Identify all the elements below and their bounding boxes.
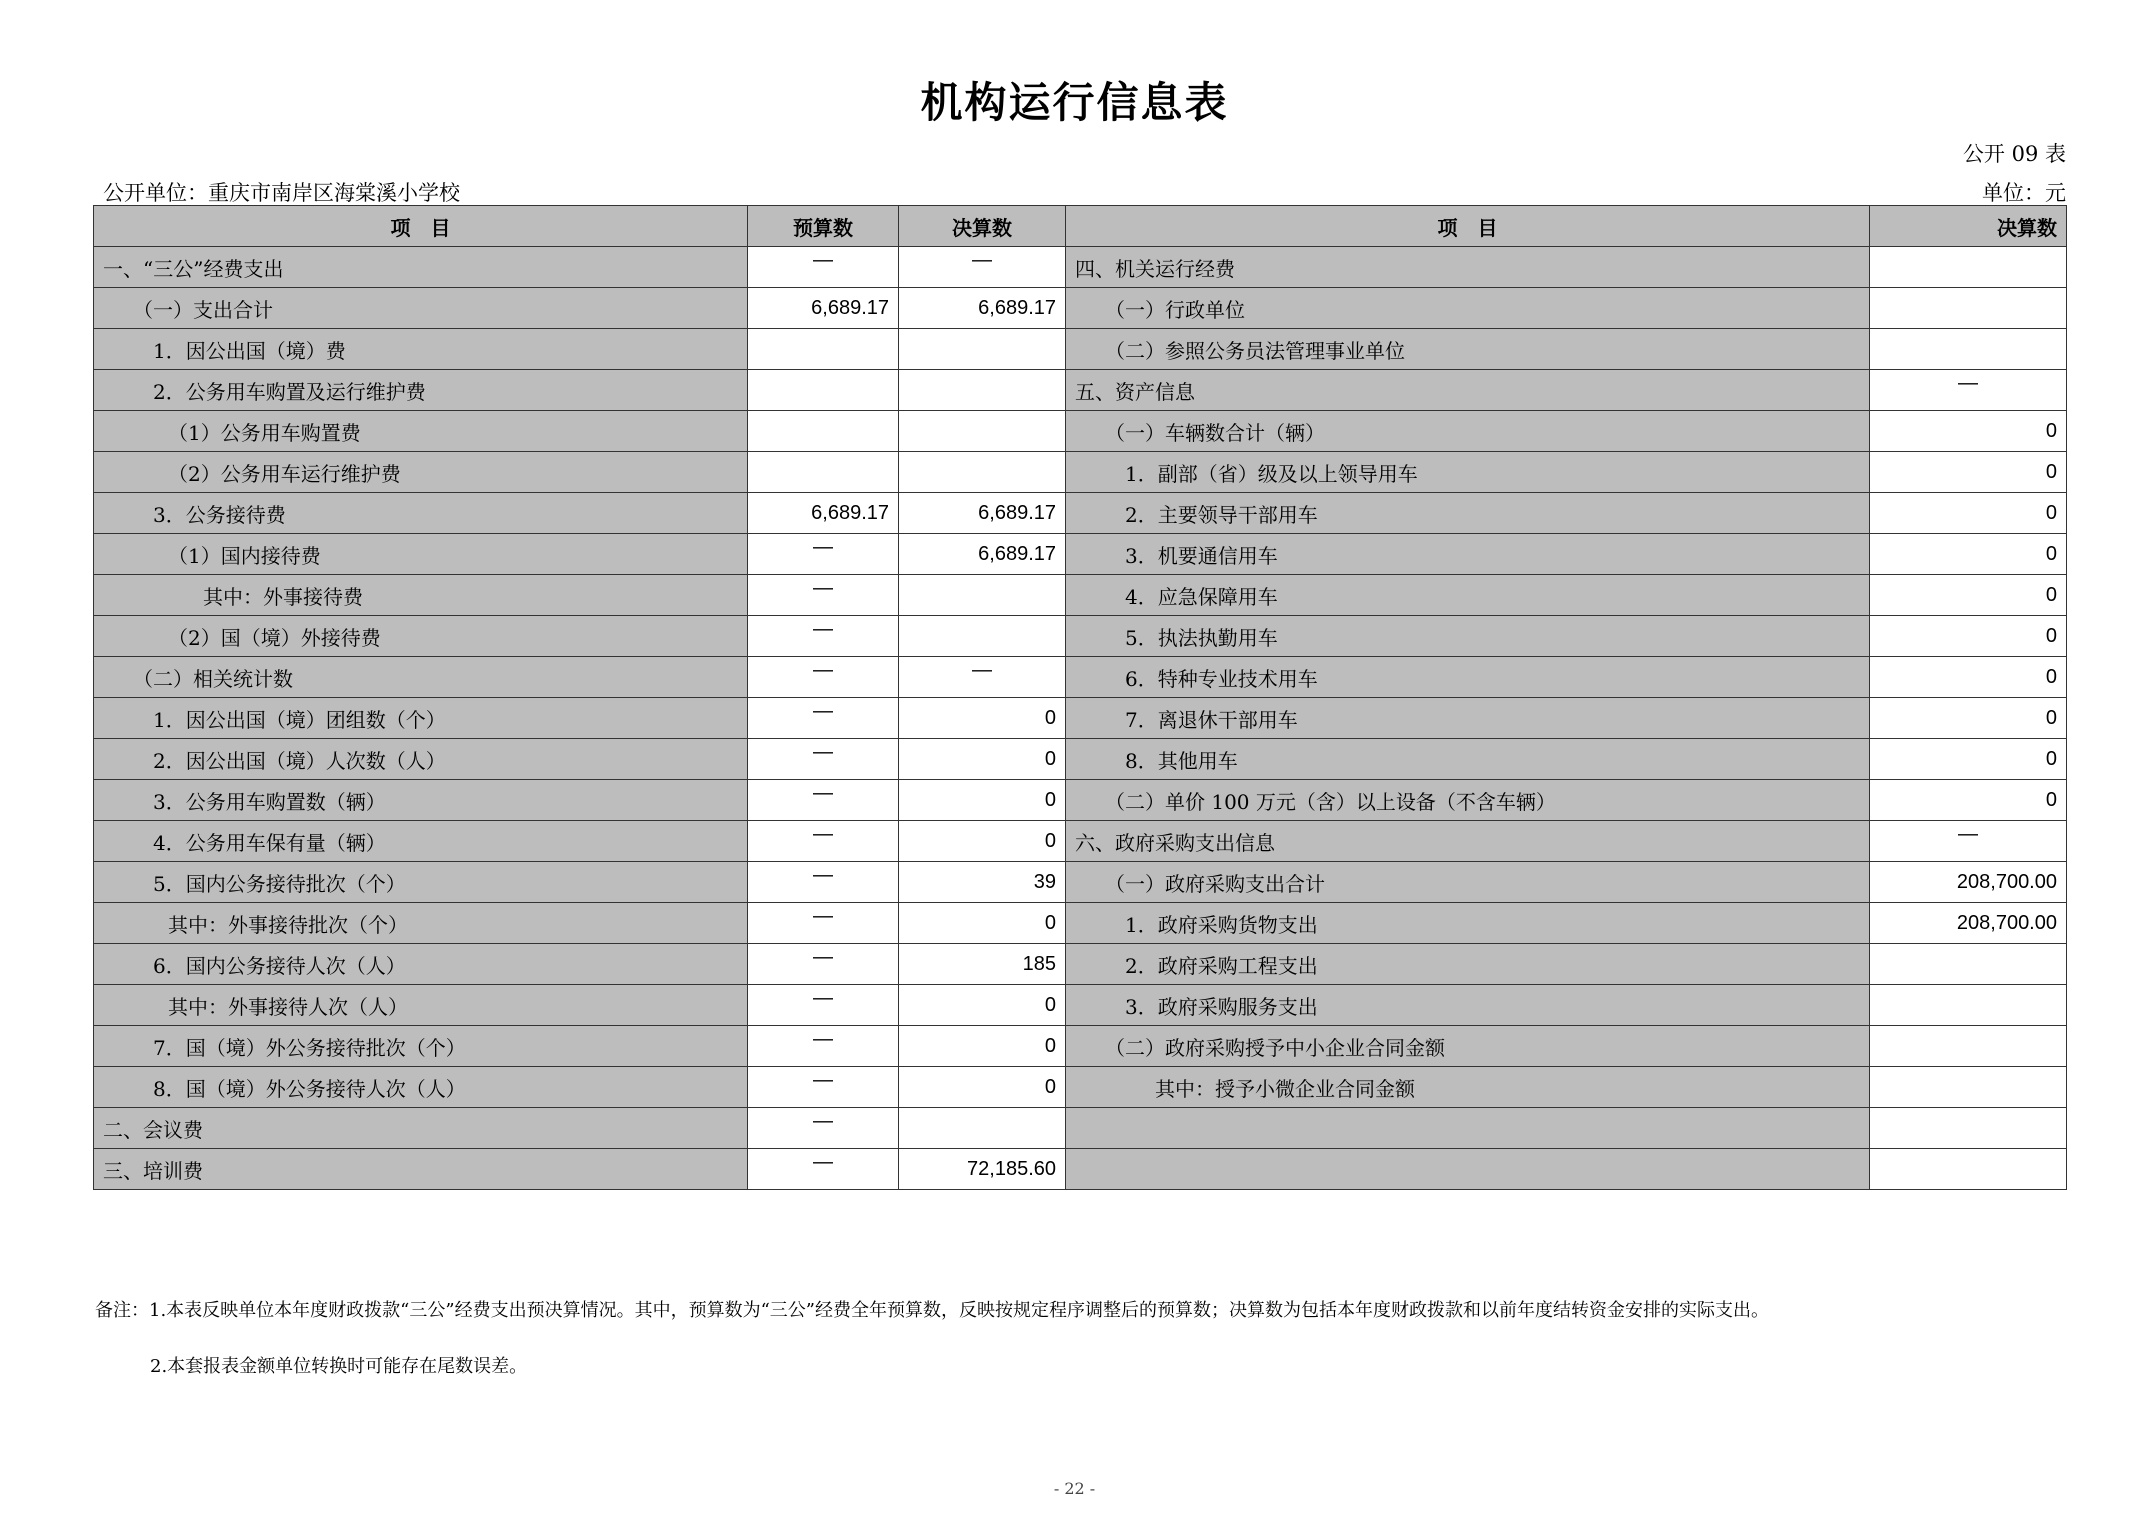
row-item-left: 三、培训费 [94, 1149, 748, 1190]
row-item-left: 二、会议费 [94, 1108, 748, 1149]
row-item-left: 6．国内公务接待人次（人） [94, 944, 748, 985]
table-row [94, 370, 2067, 411]
row-item-right: 2．主要领导干部用车 [1066, 493, 1870, 534]
row-final [899, 329, 1066, 370]
row-final-right-dash: — [1958, 371, 1978, 394]
row-final-right-dash: — [1958, 822, 1978, 845]
row-budget-dash: — [813, 1027, 833, 1050]
header-final-right: 决算数 [1870, 206, 2067, 247]
row-item-left: 2．公务用车购置及运行维护费 [94, 370, 748, 411]
row-item-left: 3．公务接待费 [94, 493, 748, 534]
row-item-right: （一）政府采购支出合计 [1066, 862, 1870, 903]
header-final: 决算数 [899, 206, 1066, 247]
row-item-left: （2）公务用车运行维护费 [94, 452, 748, 493]
row-item-left: （1）公务用车购置费 [94, 411, 748, 452]
row-item-left: （1）国内接待费 [94, 534, 748, 575]
row-item-left: 5．国内公务接待批次（个） [94, 862, 748, 903]
row-item-left: 1．因公出国（境）团组数（个） [94, 698, 748, 739]
currency-unit: 单位：元 [1982, 181, 2066, 205]
row-budget [748, 370, 899, 411]
row-final: 72,185.60 [899, 1149, 1066, 1190]
row-budget-dash: — [813, 986, 833, 1009]
row-final-right: 0 [1870, 657, 2067, 698]
row-final-dash: — [972, 658, 992, 681]
row-item-left: 3．公务用车购置数（辆） [94, 780, 748, 821]
reporting-unit: 公开单位：重庆市南岸区海棠溪小学校 [103, 181, 460, 205]
row-item-left: 其中：外事接待人次（人） [94, 985, 748, 1026]
header-item-right: 项 目 [1066, 206, 1870, 247]
row-item-left: 7．国（境）外公务接待批次（个） [94, 1026, 748, 1067]
row-final-right: 0 [1870, 452, 2067, 493]
row-final-right [1870, 288, 2067, 329]
table-row [94, 247, 2067, 288]
row-budget-dash: — [813, 781, 833, 804]
row-final-right [1870, 1108, 2067, 1149]
row-budget: 6,689.17 [748, 288, 899, 329]
row-final-right: 0 [1870, 780, 2067, 821]
row-item-right: （一）行政单位 [1066, 288, 1870, 329]
row-budget-dash: — [813, 699, 833, 722]
row-item-left: 一、“三公”经费支出 [94, 247, 748, 288]
row-final-right: 0 [1870, 575, 2067, 616]
row-item-left: 8．国（境）外公务接待人次（人） [94, 1067, 748, 1108]
row-final: 185 [899, 944, 1066, 985]
row-final [899, 575, 1066, 616]
row-final: 0 [899, 903, 1066, 944]
table-row [94, 1108, 2067, 1149]
row-item-right: 1．政府采购货物支出 [1066, 903, 1870, 944]
row-item-right: 8．其他用车 [1066, 739, 1870, 780]
row-budget-dash: — [813, 740, 833, 763]
row-budget [748, 1067, 899, 1108]
row-final [899, 247, 1066, 288]
row-budget-dash: — [813, 945, 833, 968]
row-final-right [1870, 985, 2067, 1026]
row-final-right: 208,700.00 [1870, 903, 2067, 944]
row-item-right: 4．应急保障用车 [1066, 575, 1870, 616]
row-item-left: 4．公务用车保有量（辆） [94, 821, 748, 862]
row-item-right: 六、政府采购支出信息 [1066, 821, 1870, 862]
row-final-right: 0 [1870, 493, 2067, 534]
row-final [899, 411, 1066, 452]
row-budget [748, 329, 899, 370]
row-item-right: 2．政府采购工程支出 [1066, 944, 1870, 985]
row-final: 6,689.17 [899, 534, 1066, 575]
table-row [94, 616, 2067, 657]
row-budget [748, 739, 899, 780]
row-final-right: 0 [1870, 411, 2067, 452]
table-row [94, 657, 2067, 698]
table-row [94, 329, 2067, 370]
row-item-right: 3．机要通信用车 [1066, 534, 1870, 575]
row-final [899, 370, 1066, 411]
row-item-left: （一）支出合计 [94, 288, 748, 329]
row-final: 0 [899, 780, 1066, 821]
row-final-right [1870, 247, 2067, 288]
row-budget [748, 534, 899, 575]
row-item-right: （二）政府采购授予中小企业合同金额 [1066, 1026, 1870, 1067]
page-number: - 22 - [1053, 1479, 1096, 1498]
row-final: 0 [899, 739, 1066, 780]
row-budget [748, 411, 899, 452]
row-final: 39 [899, 862, 1066, 903]
row-item-right: （二）参照公务员法管理事业单位 [1066, 329, 1870, 370]
table-row [94, 411, 2067, 452]
row-final [899, 616, 1066, 657]
row-budget [748, 1108, 899, 1149]
row-item-right: 1．副部（省）级及以上领导用车 [1066, 452, 1870, 493]
row-budget-dash: — [813, 535, 833, 558]
row-final: 0 [899, 1067, 1066, 1108]
row-final-right [1870, 329, 2067, 370]
row-final-right [1870, 944, 2067, 985]
table-row [94, 1026, 2067, 1067]
row-final [899, 657, 1066, 698]
row-budget [748, 616, 899, 657]
notes [95, 1296, 1769, 1408]
table-row [94, 862, 2067, 903]
row-budget [748, 657, 899, 698]
row-final-dash: — [972, 248, 992, 271]
table-row [94, 698, 2067, 739]
row-final: 0 [899, 985, 1066, 1026]
row-final-right: 0 [1870, 534, 2067, 575]
row-budget [748, 903, 899, 944]
row-budget [748, 698, 899, 739]
row-final-right [1870, 1026, 2067, 1067]
row-final [899, 1108, 1066, 1149]
row-budget [748, 780, 899, 821]
row-final-right [1870, 1149, 2067, 1190]
table-row [94, 493, 2067, 534]
table-row [94, 903, 2067, 944]
row-final-right: 0 [1870, 616, 2067, 657]
row-item-left: 其中：外事接待批次（个） [94, 903, 748, 944]
row-final-right [1870, 821, 2067, 862]
row-item-right: （一）车辆数合计（辆） [1066, 411, 1870, 452]
table-header-row [94, 206, 2067, 247]
row-item-right: 6．特种专业技术用车 [1066, 657, 1870, 698]
row-budget-dash: — [813, 822, 833, 845]
row-item-right: 5．执法执勤用车 [1066, 616, 1870, 657]
page-title: 机构运行信息表 [920, 78, 1229, 127]
row-item-right: 3．政府采购服务支出 [1066, 985, 1870, 1026]
row-final: 6,689.17 [899, 288, 1066, 329]
info-table [93, 205, 2067, 1190]
row-budget: 6,689.17 [748, 493, 899, 534]
row-budget [748, 944, 899, 985]
row-budget-dash: — [813, 904, 833, 927]
row-item-right: 7．离退休干部用车 [1066, 698, 1870, 739]
row-budget-dash: — [813, 1150, 833, 1173]
table-row [94, 288, 2067, 329]
header-budget: 预算数 [748, 206, 899, 247]
row-item-left: 1．因公出国（境）费 [94, 329, 748, 370]
row-budget-dash: — [813, 863, 833, 886]
form-number: 公开 09 表 [1962, 142, 2066, 166]
table-row [94, 534, 2067, 575]
row-final: 0 [899, 698, 1066, 739]
table-row [94, 1149, 2067, 1190]
row-final-right [1870, 1067, 2067, 1108]
row-budget-dash: — [813, 576, 833, 599]
header-item-left: 项 目 [94, 206, 748, 247]
note-1: 备注：1.本表反映单位本年度财政拨款“三公”经费支出预决算情况。其中，预算数为“三公”经费全年预算数，反映按规定程序调整后的预算数；决算数为包括本年度财政拨款和以前年度结转资金安排的实际支出。 [95, 1300, 1769, 1321]
table-row [94, 944, 2067, 985]
row-item-left: 2．因公出国（境）人次数（人） [94, 739, 748, 780]
row-item-right [1066, 1108, 1870, 1149]
row-budget [748, 247, 899, 288]
row-final: 0 [899, 821, 1066, 862]
row-budget [748, 452, 899, 493]
row-budget [748, 985, 899, 1026]
row-budget-dash: — [813, 658, 833, 681]
row-final-right [1870, 370, 2067, 411]
table-row [94, 575, 2067, 616]
table-row [94, 780, 2067, 821]
row-item-left: 其中：外事接待费 [94, 575, 748, 616]
row-budget [748, 821, 899, 862]
row-final-right: 0 [1870, 739, 2067, 780]
row-budget [748, 1149, 899, 1190]
row-final [899, 452, 1066, 493]
row-budget [748, 862, 899, 903]
row-item-right: 五、资产信息 [1066, 370, 1870, 411]
row-item-left: （2）国（境）外接待费 [94, 616, 748, 657]
row-budget [748, 1026, 899, 1067]
row-item-right: （二）单价 100 万元（含）以上设备（不含车辆） [1066, 780, 1870, 821]
row-budget-dash: — [813, 617, 833, 640]
row-budget-dash: — [813, 1109, 833, 1132]
table-row [94, 985, 2067, 1026]
row-final-right: 208,700.00 [1870, 862, 2067, 903]
note-2: 2.本套报表金额单位转换时可能存在尾数误差。 [150, 1356, 528, 1377]
row-budget-dash: — [813, 248, 833, 271]
table-row [94, 452, 2067, 493]
row-budget-dash: — [813, 1068, 833, 1091]
table-row [94, 1067, 2067, 1108]
row-final: 0 [899, 1026, 1066, 1067]
row-budget [748, 575, 899, 616]
row-item-right: 其中：授予小微企业合同金额 [1066, 1067, 1870, 1108]
row-item-right: 四、机关运行经费 [1066, 247, 1870, 288]
row-item-right [1066, 1149, 1870, 1190]
table-row [94, 739, 2067, 780]
row-final: 6,689.17 [899, 493, 1066, 534]
row-final-right: 0 [1870, 698, 2067, 739]
table-row [94, 821, 2067, 862]
row-item-left: （二）相关统计数 [94, 657, 748, 698]
